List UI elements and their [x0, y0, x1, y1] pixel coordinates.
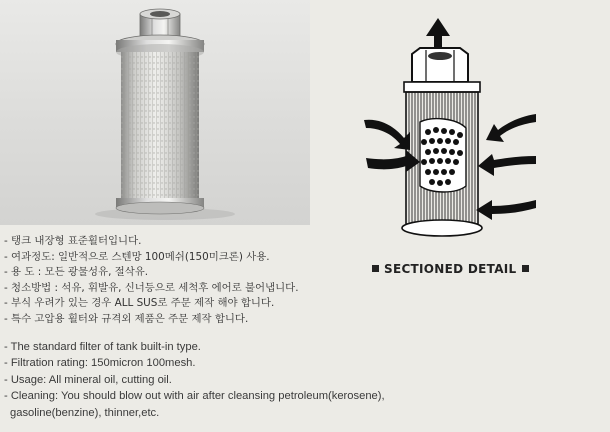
korean-spec-line: - 여과정도: 일반적으로 스텐망 100메쉬(150미크론) 사용. [4, 250, 270, 263]
inflow-arrow-right-middle [478, 154, 536, 176]
korean-spec-line: - 탱크 내장형 표준휠터입니다. [4, 235, 142, 247]
sectioned-drawing [360, 10, 540, 250]
sectioned-diagram [360, 10, 540, 250]
inflow-arrow-left-upper [364, 120, 410, 150]
square-bullet-icon [372, 265, 379, 272]
english-spec-line: - The standard filter of tank built-in type. [4, 341, 201, 353]
filter-photo [0, 0, 310, 225]
inflow-arrow-right-lower [476, 200, 536, 220]
square-bullet-icon [522, 265, 529, 272]
english-spec-line: - Filtration rating: 150micron 100mesh. [4, 357, 196, 370]
english-spec-line: - Cleaning: You should blow out with air after cleansing petroleum(kerosene), [4, 390, 385, 403]
filter-illustration [0, 0, 310, 225]
inflow-arrow-right-upper [486, 114, 536, 142]
outflow-arrow [426, 18, 450, 52]
korean-spec-list [4, 234, 299, 328]
caption-text: SECTIONED DETAIL [384, 262, 517, 276]
english-spec-line: gasoline(benzine), thinner,etc. [10, 406, 160, 419]
diagram-caption [372, 262, 529, 276]
english-spec-line: - Usage: All mineral oil, cutting oil. [4, 373, 172, 386]
english-spec-list [4, 339, 385, 421]
korean-spec-line: - 부식 우려가 있는 경우 ALL SUS로 주문 제작 해야 합니다. [4, 297, 275, 310]
korean-spec-line: - 청소방법 : 석유, 휘발유, 신너등으로 세척후 에어로 불어냅니다. [4, 281, 299, 294]
korean-spec-line: - 용 도 : 모든 광물성유, 절삭유. [4, 266, 149, 279]
korean-spec-line: - 특수 고압용 휠터와 규격외 제품은 주문 제작 합니다. [4, 312, 249, 325]
